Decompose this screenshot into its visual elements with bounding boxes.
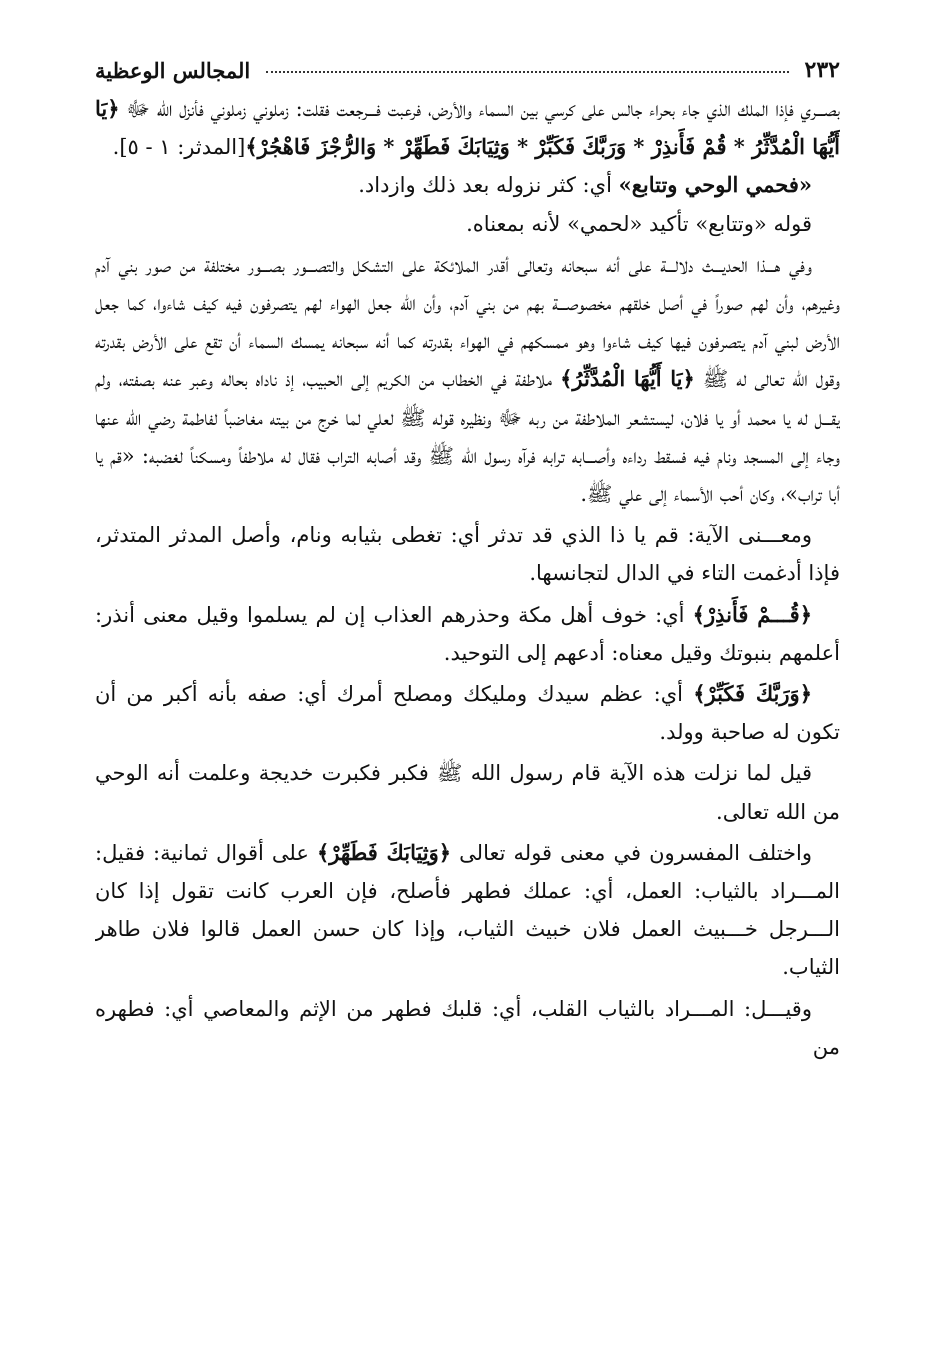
paragraph-text: واختلف المفسرون في معنى قوله تعالى [451,840,813,865]
page-number: ٢٣٢ [804,57,840,83]
paragraph-text: قيل لما نزلت هذه الآية قام رسول الله ﷺ فكبر فكبرت خديجة وعلمت أنه الوحي من الله تعالى. [95,761,840,824]
quran-quote: ﴿وَرَبَّكَ فَكَبِّرْ﴾ [693,681,812,707]
running-title: المجالس الوعظية [95,57,251,83]
paragraph-text: أي: كثر نزوله بعد ذلك وازداد. [358,173,619,198]
paragraph-text: وقيـــل: المـــراد بالثياب القلب، أي: قلبك فطهر من الإثم والمعاصي أي: فطهره من [95,996,840,1059]
paragraph-p1 [95,90,840,166]
quran-quote: ﴿يَا أَيُّهَا الْمُدَّثِّرُ * قُمْ فَأَنذِرْ * وَرَبَّكَ فَكَبِّرْ * وَثِيَابَكَ فَطَهِّرْ * وَالرُّجْزَ فَاهْجُرْ﴾ [95,96,840,160]
paragraph-p3 [95,205,840,243]
paragraph-p10 [95,990,840,1066]
body-text [95,90,840,1066]
paragraph-text: بصـــري فإذا الملك الذي جاء بحراء جالس على كرسي بين السماء والأرض، فرعبت فـــرجعت فقلت: زملوني زملوني فأنزل الله ﷻ [119,97,840,121]
quran-quote: ﴿وَثِيَابَكَ فَطَهِّرْ﴾ [316,839,452,865]
quran-quote: «فحمي الوحي وتتابع» [618,172,812,198]
paragraph-text: قوله «وتتابع» تأكيد «لحمي» لأنه بمعناه. [466,211,812,236]
paragraph-text: على أقوال ثمانية: فقيل: المـــراد بالثياب: العمل، أي: عملك فطهر فأصلح، فإن العرب كانت تقول إذا كان الـــرجل خـــبيث العمل فلان خبيث الثياب، وإذا كان حسن العمل قالوا فلان طاهر الثياب. [95,840,840,980]
paragraph-p5 [95,516,840,592]
quran-quote: ﴿يَا أَيُّهَا الْمُدَّثِّرُ﴾ [560,366,695,392]
paragraph-p4 [95,246,840,513]
paragraph-text: أي: عظم سيدك ومليكك ومصلح أمرك أي: صفه بأنه أكبر من أن تكون له صاحبة وولد. [95,682,840,745]
paragraph-text: أي: خوف أهل مكة وحذرهم العذاب إن لم يسلموا وقيل معنى أنذر: أعلمهم بنبوتك وقيل معناه: أدعهم إلى التوحيد. [95,602,840,665]
paragraph-p9 [95,834,840,987]
quran-quote: ﴿قُـــمْ فَأَنذِرْ﴾ [692,601,812,627]
paragraph-text: ملاطفة في الخطاب من الكريم إلى الحبيب، إذ ناداه بحاله وعبر عنه بصفته، ولم يقـــل له يا محمد أو يا فلان، ليستشعر الملاطفة من ربه ﷻ ونظيره قوله ﷺ لعلي لما خرج من بيته مغاضباً لفاطمة رضي الله عنها وجاء إلى المسجد ونام فيه فسقط رداءه وأصـــابه ترابه فرآه رسول الله ﷺ وقد أصابه التراب فقال له ملاطفاً ومسكناً لغضبه: «قم يا أبا تراب»، وكان أحب الأسماء إلى علي ﷺ. [95,367,840,507]
book-page [95,50,840,1350]
paragraph-text: [المدثر: ١ - ٥]. [112,135,246,160]
paragraph-text: ومعـــنى الآية: قم يا ذا الذي قد تدثر أي: تغطى بثيابه ونام، وأصل المدثر المتدثر، فإذا أدغمت التاء في الدال لتجانسها. [95,523,840,586]
paragraph-p8 [95,754,840,830]
paragraph-text: وفي هـــذا الحديـــث دلالـــة على أنه سبحانه وتعالى أقدر الملائكة على التشكل والتصـــور بصـــور مختلفة من صور بني آدم وغيرهم، وأن لهم صوراً في أصل خلقهم مخصوصـــة بهم من بني آدم، وأن الله جعل الهواء لهم يتصرفون فيه كيف شاءوا، كما جعل الأرض لبني آدم يتصرفون فيها كيف شاءوا وهو ممسكهم في الهواء بقدرته كما أنه سبحانه يمسك السماء أن تقع على الأرض بقدرته وقول الله تعالى له ﷺ [95,252,840,392]
header-dotted-rule [266,71,788,73]
paragraph-p7 [95,675,840,751]
paragraph-p6 [95,596,840,672]
paragraph-p2 [95,166,840,204]
page-header [95,50,840,90]
